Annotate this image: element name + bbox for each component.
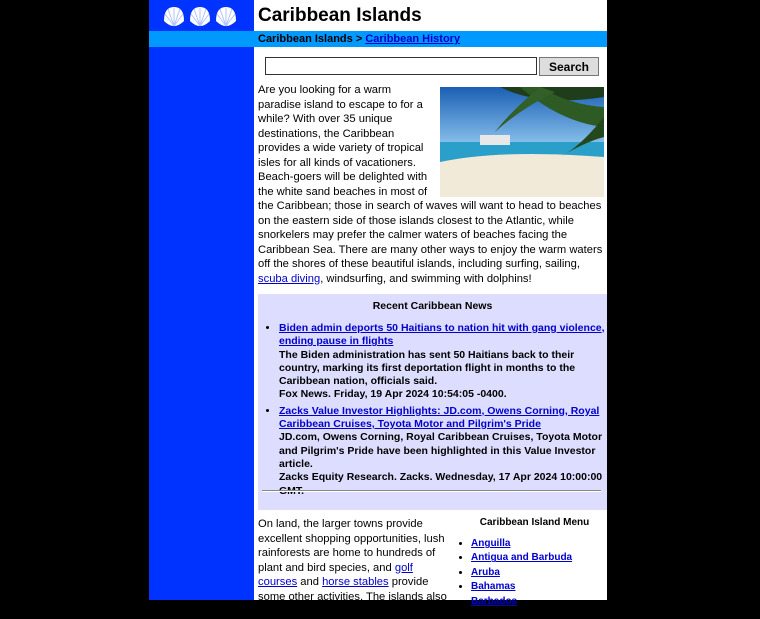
intro-paragraph: Are you looking for a warm paradise island to escape to for a while? With over 35 unique destinations, the Caribbean provides a wide variety of tropical isles for all kinds of vacationers. Beach-goers will be delighted with the white sand beaches in most of the Caribbean; those in search of waves will want to head to beaches on the eastern side of those islands closest to the Atlantic, while snorkelers may prefer the calmer waters of beaches facing the Caribbean Sea. There are many other ways to enjoy the warm waters off the shores of these beautiful islands, including surfing, sailing, scuba diving, windsurfing, and swimming with dolphins! xyxy=(258,84,603,285)
island-link-aruba[interactable]: Aruba xyxy=(471,566,500,578)
island-menu xyxy=(462,517,607,609)
news-divider xyxy=(262,490,601,492)
breadcrumb-separator: > xyxy=(352,33,366,45)
news-summary: JD.com, Owens Corning, Royal Caribbean Cruises, Toyota Motor and Pilgrim's Pride have been highlighted in this Value Investor article. xyxy=(279,431,603,470)
island-menu-list xyxy=(462,537,607,609)
news-headline-link[interactable]: Zacks Value Investor Highlights: JD.com, Owens Corning, Royal Caribbean Cruises, Toyota Motor and Pilgrim's Pride xyxy=(279,404,600,431)
news-title: Recent Caribbean News xyxy=(372,300,493,312)
breadcrumb-link-history[interactable]: Caribbean History xyxy=(365,33,461,45)
breadcrumb-home: Caribbean Islands xyxy=(258,33,353,45)
breadcrumb xyxy=(258,33,460,45)
island-menu-item xyxy=(471,580,607,594)
island-menu-title: Caribbean Island Menu xyxy=(479,517,590,528)
shell-icon xyxy=(214,5,238,27)
news-headline-link[interactable]: Biden admin deports 50 Haitians to nation hit with gang violence, ending pause in flights xyxy=(279,322,605,348)
news-source: Fox News. Friday, 19 Apr 2024 10:54:05 -0400. xyxy=(279,388,507,401)
island-link-bahamas[interactable]: Bahamas xyxy=(471,581,516,593)
news-summary: The Biden administration has sent 50 Haitians back to their country, marking its first deportation flight in months to the Caribbean nation, officials said. xyxy=(279,348,576,388)
island-menu-item xyxy=(471,595,607,609)
news-list xyxy=(258,322,607,498)
horse-stables-link[interactable]: horse stables xyxy=(322,576,389,588)
shell-icon xyxy=(162,5,186,27)
news-box xyxy=(258,294,607,510)
right-margin xyxy=(607,0,760,600)
search-input[interactable] xyxy=(265,57,537,75)
golf-courses-link[interactable]: golf courses xyxy=(258,561,413,588)
news-source: Zacks Equity Research. Zacks. Wednesday, 17 Apr 2024 10:00:00 GMT. xyxy=(279,471,603,497)
shell-logo xyxy=(149,0,254,27)
scuba-diving-link[interactable]: scuba diving xyxy=(258,272,321,285)
island-link-barbados[interactable]: Barbados xyxy=(471,595,518,607)
page-title: Caribbean Islands xyxy=(258,5,422,26)
search-button[interactable]: Search xyxy=(539,57,599,76)
island-menu-item xyxy=(471,566,607,580)
island-menu-item xyxy=(471,537,607,551)
bottom-paragraph: On land, the larger towns provide excellent shopping opportunities, lush rainforests are home to hundreds of plant and bird species, and golf courses and horse stables provide some other activities. The islands also range in xyxy=(258,518,447,617)
shell-icon xyxy=(188,5,212,27)
island-link-antigua-barbuda[interactable]: Antigua and Barbuda xyxy=(471,552,573,564)
beach-palm-image xyxy=(440,87,604,197)
island-link-anguilla[interactable]: Anguilla xyxy=(471,538,511,549)
left-sidebar xyxy=(149,0,254,600)
news-item xyxy=(279,322,607,402)
island-menu-item xyxy=(471,551,607,565)
news-item xyxy=(279,405,607,498)
